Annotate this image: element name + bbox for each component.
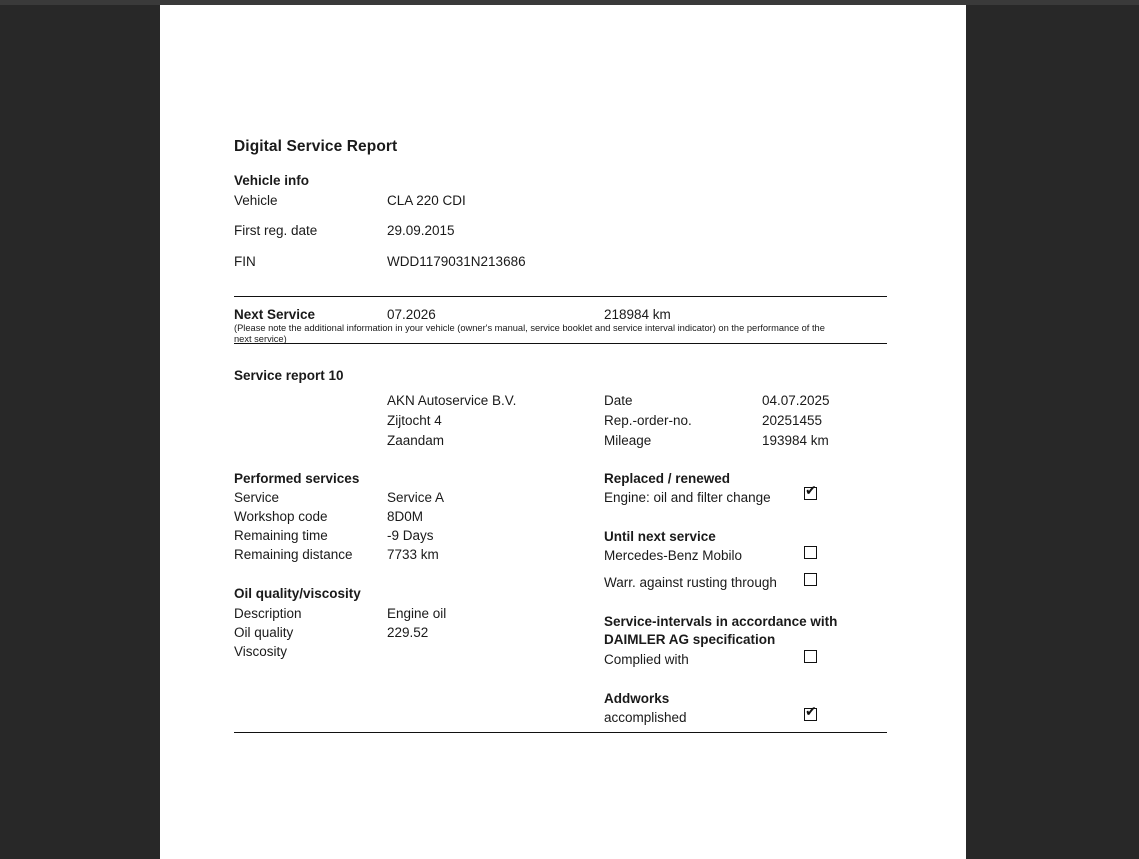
addworks-accomplished-checkbox[interactable] — [804, 704, 817, 721]
mercedes-benz-mobilo-label: Mercedes-Benz Mobilo — [604, 548, 743, 563]
oil-quality-heading: Oil quality/viscosity — [234, 586, 361, 601]
service-label: Service — [234, 490, 280, 505]
viscosity-label: Viscosity — [234, 644, 288, 659]
service-report-document — [160, 5, 966, 859]
remaining-distance-label: Remaining distance — [234, 547, 353, 562]
vehicle-info-heading: Vehicle info — [234, 173, 310, 188]
workshop-name: AKN Autoservice B.V. — [387, 393, 517, 408]
report-date-value: 04.07.2025 — [762, 393, 830, 408]
report-mileage-value: 193984 km — [762, 433, 829, 448]
remaining-distance-value: 7733 km — [387, 547, 439, 562]
oil-quality-value: 229.52 — [387, 625, 429, 640]
next-service-mileage: 218984 km — [604, 307, 671, 322]
oil-description-value: Engine oil — [387, 606, 447, 621]
warranty-rusting-checkbox[interactable] — [804, 573, 817, 586]
mercedes-benz-mobilo-checkbox[interactable] — [804, 546, 817, 559]
rep-order-no-label: Rep.-order-no. — [604, 413, 692, 428]
until-next-service-heading: Until next service — [604, 529, 716, 544]
check-mark-icon: ✔ — [805, 704, 817, 720]
report-date-label: Date — [604, 393, 633, 408]
workshop-code-label: Workshop code — [234, 509, 328, 524]
next-service-date: 07.2026 — [387, 307, 436, 322]
first-reg-date-label: First reg. date — [234, 223, 318, 238]
addworks-accomplished-label: accomplished — [604, 710, 687, 725]
check-mark-icon: ✔ — [805, 483, 817, 499]
complied-with-checkbox[interactable] — [804, 650, 817, 663]
complied-with-label: Complied with — [604, 652, 689, 667]
document-footer-rule — [234, 732, 887, 733]
warranty-rusting-label: Warr. against rusting through — [604, 575, 777, 590]
vehicle-value: CLA 220 CDI — [387, 193, 466, 208]
next-service-rule-top — [234, 296, 887, 297]
next-service-heading: Next Service — [234, 307, 316, 322]
engine-oil-filter-change-checkbox[interactable] — [804, 483, 817, 500]
remaining-time-label: Remaining time — [234, 528, 328, 543]
workshop-street: Zijtocht 4 — [387, 413, 442, 428]
workshop-code-value: 8D0M — [387, 509, 424, 524]
fin-value: WDD1179031N213686 — [387, 254, 526, 269]
addworks-heading: Addworks — [604, 691, 670, 706]
next-service-note-line-1: (Please note the additional information in your vehicle (owner's manual, service booklet and service interval indicator) on the performance of the — [234, 323, 825, 333]
document-page — [160, 5, 966, 859]
report-mileage-label: Mileage — [604, 433, 652, 448]
next-service-note-line-2: next service) — [234, 334, 287, 344]
next-service-rule-bottom — [234, 343, 887, 344]
performed-services-heading: Performed services — [234, 471, 360, 486]
oil-quality-label: Oil quality — [234, 625, 294, 640]
service-intervals-heading-line-2: DAIMLER AG specification — [604, 632, 776, 647]
replaced-renewed-heading: Replaced / renewed — [604, 471, 731, 486]
fin-label: FIN — [234, 254, 256, 269]
workshop-city: Zaandam — [387, 433, 445, 448]
oil-description-label: Description — [234, 606, 302, 621]
remaining-time-value: -9 Days — [387, 528, 434, 543]
engine-oil-filter-change-label: Engine: oil and filter change — [604, 490, 771, 505]
vehicle-label: Vehicle — [234, 193, 278, 208]
service-intervals-heading-line-1: Service-intervals in accordance with — [604, 614, 838, 629]
first-reg-date-value: 29.09.2015 — [387, 223, 455, 238]
page-title: Digital Service Report — [234, 138, 398, 155]
service-report-heading: Service report 10 — [234, 368, 344, 383]
rep-order-no-value: 20251455 — [762, 413, 823, 428]
service-value: Service A — [387, 490, 445, 505]
